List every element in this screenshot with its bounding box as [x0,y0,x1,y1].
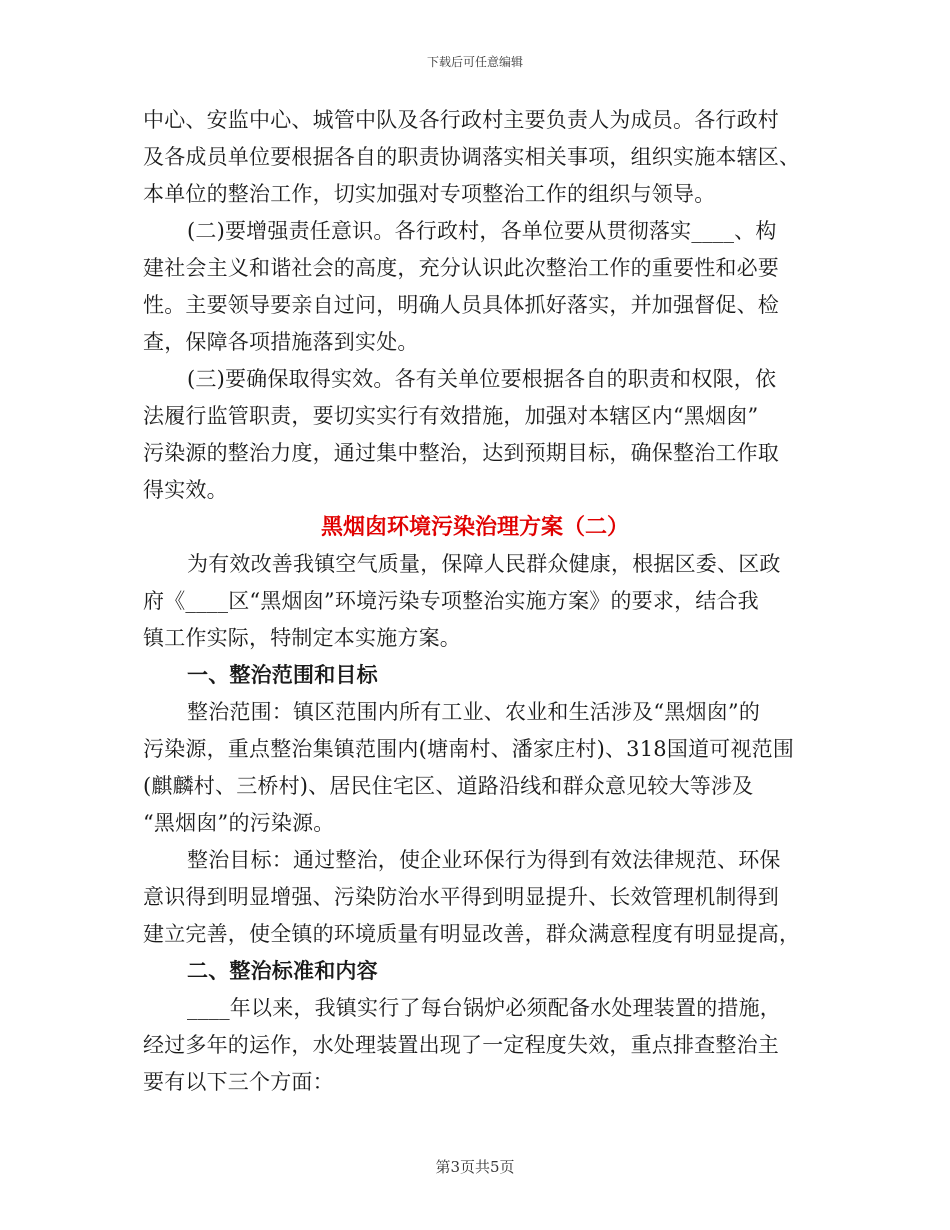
text-line: 经过多年的运作，水处理装置出现了一定程度失效，重点排查整治主 [143,1033,779,1057]
text-line: “黑烟囱”的污染源。 [143,811,335,835]
text-line: 污染源的整治力度，通过集中整治，达到预期目标，确保整治工作取 [143,441,779,465]
section-title: 黑烟囱环境污染治理方案（二） [320,514,629,540]
page-header: 下载后可任意编辑 [426,55,523,69]
text-line: 得实效。 [143,478,228,502]
text-line: 法履行监管职责，要切实实行有效措施，加强对本辖区内“黑烟囱” [143,404,759,428]
text-line: 查，保障各项措施落到实处。 [143,330,419,354]
text-line: 及各成员单位要根据各自的职责协调落实相关事项，组织实施本辖区、 [143,145,801,169]
document-body [143,104,807,1103]
section-heading: 二、整治标准和内容 [187,958,378,983]
paragraph-first-line: ____年以来，我镇实行了每台锅炉必须配备水处理装置的措施， [187,996,781,1020]
text-line: 府《____区“黑烟囱”环境污染专项整治实施方案》的要求，结合我 [143,589,759,613]
paragraph-first-line: (二)要增强责任意识。各行政村，各单位要从贯彻落实____、构 [187,219,777,243]
text-line: 建社会主义和谐社会的高度，充分认识此次整治工作的重要性和必要 [143,256,779,280]
paragraph-first-line: 为有效改善我镇空气质量，保障人民群众健康，根据区委、区政 [187,552,781,576]
paragraph-first-line: (三)要确保取得实效。各有关单位要根据各自的职责和权限，依 [187,367,777,391]
text-line: 镇工作实际，特制定本实施方案。 [143,626,461,650]
text-line: 意识得到明显增强、污染防治水平得到明显提升、长效管理机制得到 [143,885,779,909]
text-line: 本单位的整治工作，切实加强对专项整治工作的组织与领导。 [143,182,716,206]
text-line: 污染源，重点整治集镇范围内(塘南村、潘家庄村)、318国道可视范围 [143,737,795,761]
text-line: 性。主要领导要亲自过问，明确人员具体抓好落实，并加强督促、检 [143,293,779,317]
text-line: 建立完善，使全镇的环境质量有明显改善，群众满意程度有明显提高， [143,922,801,946]
page-footer: 第3页共5页 [435,1158,515,1176]
paragraph-first-line: 整治目标：通过整治，使企业环保行为得到有效法律规范、环保 [187,848,781,872]
text-line: 中心、安监中心、城管中队及各行政村主要负责人为成员。各行政村 [143,108,779,132]
text-line: 要有以下三个方面： [143,1070,334,1094]
paragraph-first-line: 整治范围：镇区范围内所有工业、农业和生活涉及“黑烟囱”的 [187,700,761,724]
section-heading: 一、整治范围和目标 [187,662,378,687]
text-line: (麒麟村、三桥村)、居民住宅区、道路沿线和群众意见较大等涉及 [143,774,754,798]
